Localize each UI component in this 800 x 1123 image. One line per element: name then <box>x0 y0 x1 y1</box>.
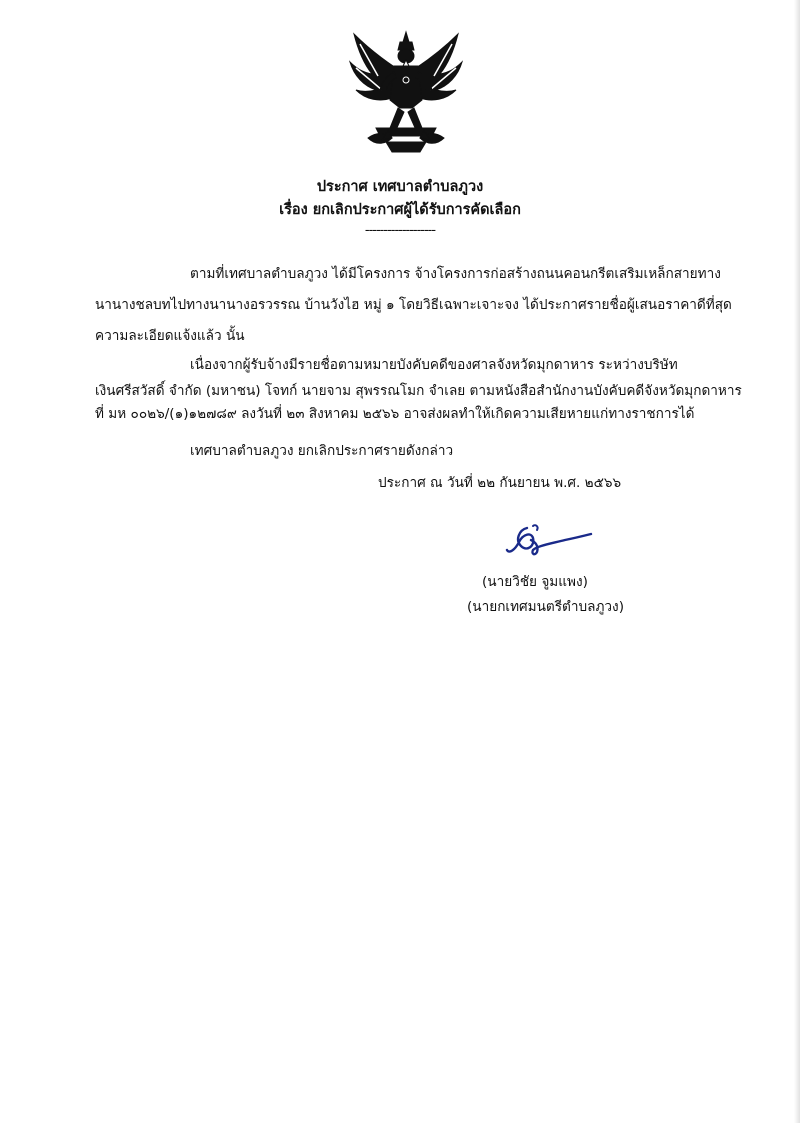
paragraph-2-line-3: ที่ มห ๐๐๒๖/(๑)๑๒๗๘๙ ลงวันที่ ๒๓ สิงหาคม ๒๕๖๖ อาจส่งผลทำให้เกิดความเสียหายแก่ทางราชการได้ <box>95 406 695 422</box>
paragraph-2-line-2: เงินศรีสวัสดิ์ จำกัด (มหาชน) โจทก์ นายจาม สุพรรณโมก จำเลย ตามหนังสือสำนักงานบังคับคดีจังหวัดมุกดาหาร <box>95 383 742 399</box>
paragraph-3-line-1: เทศบาลตำบลภูวง ยกเลิกประกาศรายดังกล่าว <box>190 443 454 459</box>
handwritten-signature <box>505 520 595 565</box>
paragraph-1-line-3: ความละเอียดแจ้งแล้ว นั้น <box>95 328 245 344</box>
paragraph-1-line-2: นานางชลบทไปทางนานางอรวรรณ บ้านวังไฮ หมู่ ๑ โดยวิธีเฉพาะเจาะจง ได้ประกาศรายชื่อผู้เสนอราคาดีที่สุด <box>95 297 732 313</box>
header-divider: ------------------- <box>364 223 436 238</box>
announcement-date: ประกาศ ณ วันที่ ๒๒ กันยายน พ.ศ. ๒๕๖๖ <box>378 475 622 491</box>
announcement-title: ประกาศ เทศบาลตำบลภูวง <box>316 179 484 195</box>
signer-title: (นายกเทศมนตรีตำบลภูวง) <box>467 599 624 615</box>
garuda-emblem-icon <box>346 28 466 158</box>
scan-edge-shadow <box>794 0 800 1123</box>
announcement-subject: เรื่อง ยกเลิกประกาศผู้ได้รับการคัดเลือก <box>279 202 521 218</box>
signer-name: (นายวิชัย จูมแพง) <box>482 574 588 590</box>
paragraph-2-line-1: เนื่องจากผู้รับจ้างมีรายชื่อตามหมายบังคับคดีของศาลจังหวัดมุกดาหาร ระหว่างบริษัท <box>190 357 678 373</box>
paragraph-1-line-1: ตามที่เทศบาลตำบลภูวง ได้มีโครงการ จ้างโครงการก่อสร้างถนนคอนกรีตเสริมเหล็กสายทาง <box>190 266 721 282</box>
